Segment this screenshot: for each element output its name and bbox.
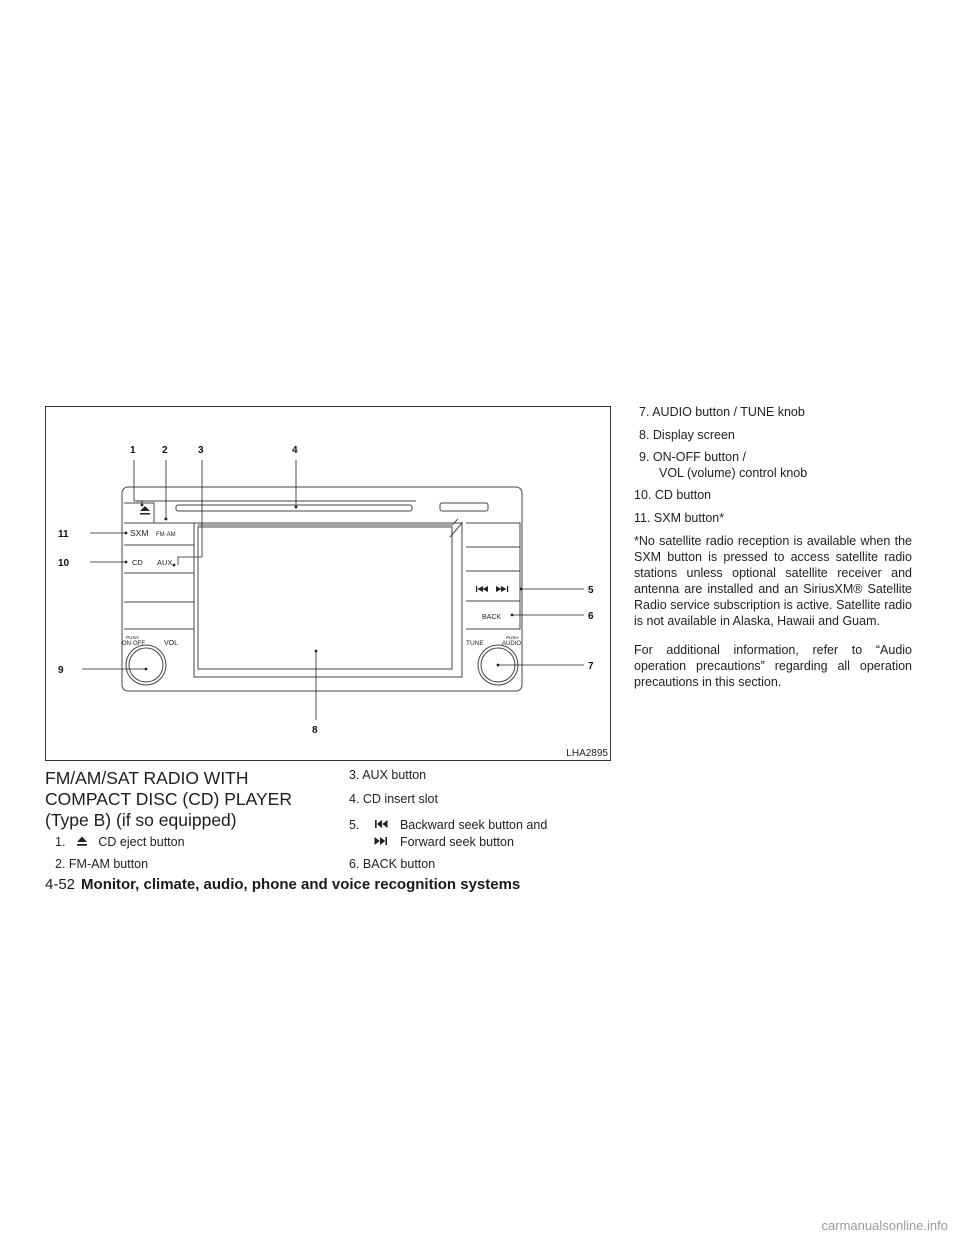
page-number: 4-52 (45, 876, 76, 893)
unit-label-fm-am: FM·AM (156, 532, 176, 538)
callout-9: 9 (58, 665, 64, 676)
display-screen (198, 527, 452, 669)
callout-2: 2 (162, 445, 168, 456)
callout-3: 3 (198, 445, 204, 456)
page-footer (45, 876, 520, 893)
section-title: Monitor, climate, audio, phone and voice recognition systems (81, 876, 521, 893)
unit-label-on-off: ON·OFF (122, 641, 145, 647)
unit-label-back: BACK (482, 614, 502, 621)
satellite-note: *No satellite radio reception is available when the SXM button is pressed to access satellite radio stations unless optional satellite receiver and antenna are installed and an SiriusXM® Satellite Radio service subscription is active. Satellite radio is not available in Alaska, Hawaii and Guam. (634, 534, 912, 628)
seek-glyphs (476, 586, 508, 592)
section-heading (45, 768, 305, 831)
cd-slot (176, 505, 412, 511)
display-frame (194, 523, 462, 677)
skip-forward-icon (374, 836, 388, 846)
audio-unit-diagram (46, 407, 612, 762)
heading-line-1: FM/AM/SAT RADIO WITH (45, 768, 249, 788)
unit-label-push-right: PUSH (506, 635, 519, 640)
unit-label-vol: VOL (164, 640, 179, 647)
callout-5: 5 (588, 585, 594, 596)
list-item-6: 6. BACK button (349, 857, 436, 871)
unit-label-tune: TUNE (466, 640, 484, 647)
list-item-8: 8. Display screen (639, 428, 735, 442)
eject-icon (75, 835, 89, 847)
unit-label-sxm: SXM (130, 528, 149, 538)
list-item-3: 3. AUX button (349, 768, 427, 782)
callout-1: 1 (130, 445, 136, 456)
audio-unit-figure (45, 406, 611, 761)
list-item-4: 4. CD insert slot (349, 792, 438, 806)
unit-label-audio: AUDIO (502, 641, 522, 647)
unit-label-aux: AUX (157, 558, 173, 567)
heading-line-2: COMPACT DISC (CD) PLAYER (45, 789, 292, 809)
figure-code: LHA2895 (566, 748, 608, 759)
callout-11: 11 (58, 529, 69, 540)
right-top-slot (440, 503, 488, 511)
callout-4: 4 (292, 445, 298, 456)
callout-8: 8 (312, 725, 318, 736)
callout-7: 7 (588, 661, 594, 672)
vol-knob (126, 645, 166, 685)
list-item-10: 10. CD button (634, 488, 712, 502)
callout-6: 6 (588, 611, 594, 622)
list-item-5: 5. Backward seek button and Forward seek button (349, 818, 548, 849)
list-item-9: 9. ON-OFF button / VOL (volume) control knob (639, 450, 808, 480)
left-button-5 (124, 602, 194, 629)
right-button-2 (466, 547, 520, 571)
list-item-11: 11. SXM button* (634, 511, 725, 525)
skip-back-icon (374, 819, 388, 829)
unit-label-cd: CD (132, 558, 143, 567)
list-item-2: 2. FM-AM button (55, 857, 149, 871)
additional-info-note: For additional information, refer to “Audio operation precautions” regarding all operation precautions in this section. (634, 643, 912, 689)
unit-label-push-left: PUSH (126, 635, 139, 640)
seek-button-outline (466, 571, 520, 601)
right-button-1 (466, 523, 520, 547)
callout-10: 10 (58, 558, 70, 569)
left-button-4 (124, 573, 194, 602)
eject-icon (140, 506, 150, 515)
watermark: carmanualsonline.info (821, 1218, 948, 1233)
list-item-1: 1. CD eject button (55, 835, 185, 849)
heading-line-3: (Type B) (if so equipped) (45, 810, 237, 830)
list-item-7: 7. AUDIO button / TUNE knob (639, 405, 805, 419)
